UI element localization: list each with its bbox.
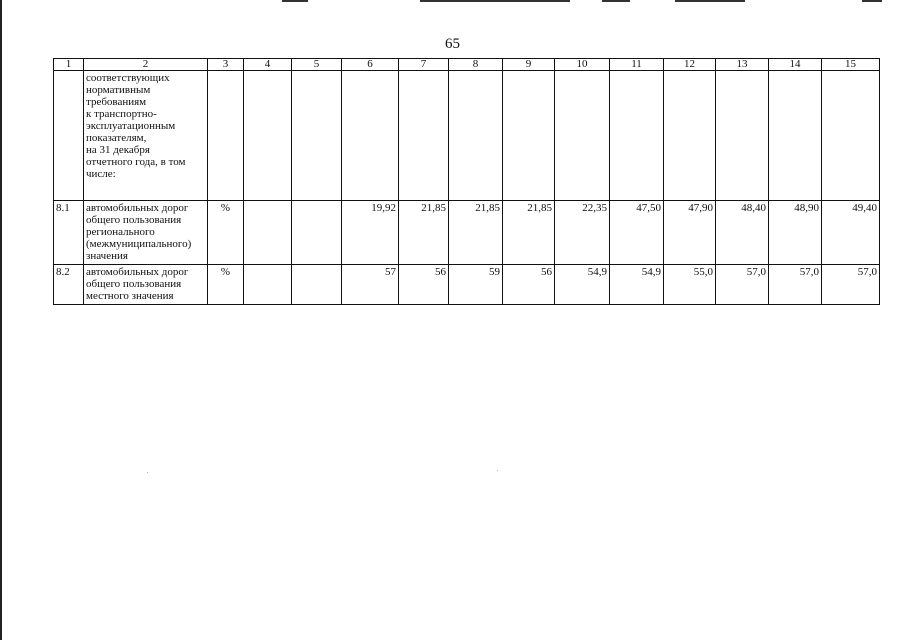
value-cell: 49,40: [822, 201, 880, 265]
page-number: 65: [445, 36, 460, 52]
column-header: 15: [822, 59, 880, 71]
value-cell: 54,9: [555, 265, 610, 305]
value-cell: 21,85: [449, 201, 503, 265]
value-cell: [292, 201, 342, 265]
column-header: 6: [342, 59, 399, 71]
column-header: 12: [664, 59, 716, 71]
value-cell: 57,0: [716, 265, 769, 305]
row-description: соответствующих нормативным требованиям к транспортно- эксплуатационным показателям, на 31 декабря отчетного года, в том числе:: [84, 71, 208, 201]
column-header: 14: [769, 59, 822, 71]
row-unit: %: [208, 265, 244, 305]
value-cell: 22,35: [555, 201, 610, 265]
value-cell: [822, 71, 880, 201]
table-row: [54, 265, 880, 305]
value-cell: 19,92: [342, 201, 399, 265]
value-cell: [610, 71, 664, 201]
value-cell: [244, 265, 292, 305]
column-header: 1: [54, 59, 84, 71]
column-header: 2: [84, 59, 208, 71]
value-cell: 57: [342, 265, 399, 305]
column-header: 11: [610, 59, 664, 71]
value-cell: 57,0: [769, 265, 822, 305]
column-header: 13: [716, 59, 769, 71]
scan-speck: [497, 470, 498, 471]
value-cell: [244, 71, 292, 201]
column-number-row: [54, 59, 880, 71]
column-header: 3: [208, 59, 244, 71]
value-cell: 59: [449, 265, 503, 305]
value-cell: 47,50: [610, 201, 664, 265]
column-header: 8: [449, 59, 503, 71]
indicator-table: [53, 58, 880, 305]
value-cell: 56: [503, 265, 555, 305]
table-row: [54, 201, 880, 265]
value-cell: [664, 71, 716, 201]
scan-top-mark: [420, 0, 570, 2]
column-header: 10: [555, 59, 610, 71]
value-cell: [555, 71, 610, 201]
scan-top-mark: [282, 0, 308, 2]
scan-top-mark: [602, 0, 630, 2]
row-unit: %: [208, 201, 244, 265]
value-cell: [769, 71, 822, 201]
row-unit: [208, 71, 244, 201]
row-description: автомобильных дорог общего пользования местного значения: [84, 265, 208, 305]
scan-top-mark: [675, 0, 745, 2]
table-row: [54, 71, 880, 201]
value-cell: [292, 71, 342, 201]
value-cell: [292, 265, 342, 305]
value-cell: [244, 201, 292, 265]
value-cell: [503, 71, 555, 201]
value-cell: 57,0: [822, 265, 880, 305]
scan-edge: [0, 0, 2, 640]
value-cell: [399, 71, 449, 201]
value-cell: 54,9: [610, 265, 664, 305]
row-number: 8.1: [54, 201, 84, 265]
value-cell: 48,90: [769, 201, 822, 265]
value-cell: [716, 71, 769, 201]
value-cell: 21,85: [503, 201, 555, 265]
row-number: 8.2: [54, 265, 84, 305]
value-cell: 55,0: [664, 265, 716, 305]
value-cell: 21,85: [399, 201, 449, 265]
value-cell: [342, 71, 399, 201]
value-cell: 56: [399, 265, 449, 305]
column-header: 7: [399, 59, 449, 71]
column-header: 9: [503, 59, 555, 71]
value-cell: 48,40: [716, 201, 769, 265]
row-description: автомобильных дорог общего пользования регионального (межмуниципального) значения: [84, 201, 208, 265]
scan-top-mark: [862, 0, 882, 2]
column-header: 4: [244, 59, 292, 71]
column-header: 5: [292, 59, 342, 71]
row-number: [54, 71, 84, 201]
value-cell: [449, 71, 503, 201]
value-cell: 47,90: [664, 201, 716, 265]
scan-speck: [147, 472, 148, 473]
